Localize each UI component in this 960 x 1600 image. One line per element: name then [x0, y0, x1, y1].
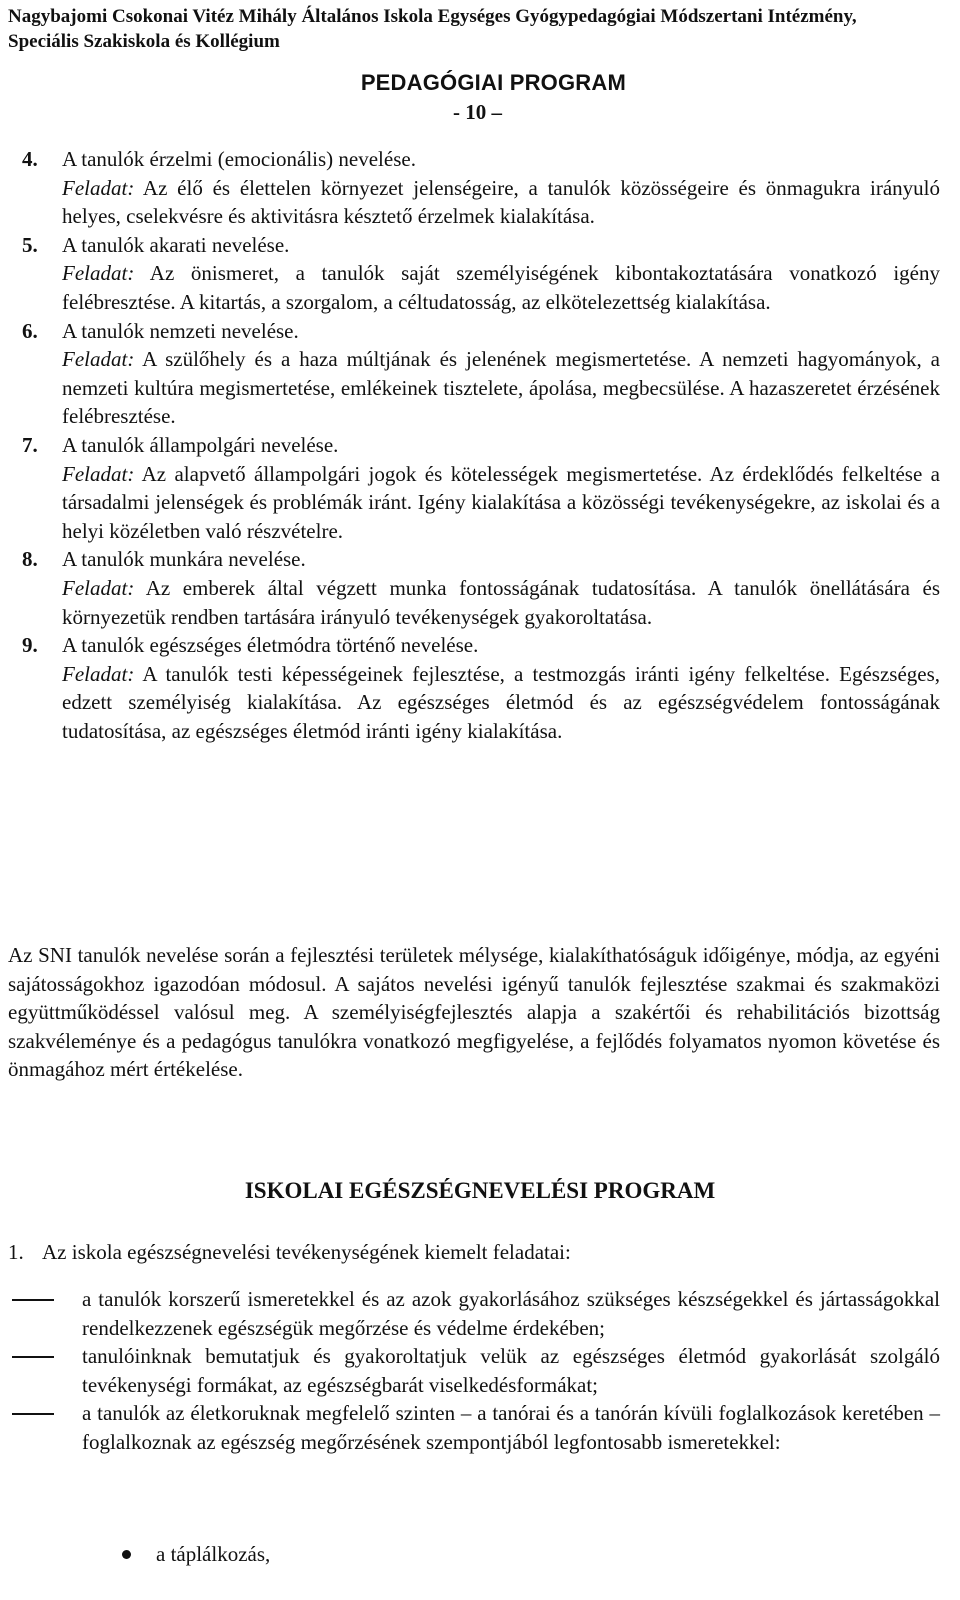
education-item [22, 631, 940, 745]
subsection-heading [8, 1238, 940, 1267]
item-title: A tanulók munkára nevelése. [62, 547, 306, 572]
task-text: Az önismeret, a tanulók saját személyiségének kibontakoztatására vonatkozó igény felébresztése. A kitartás, a szorgalom, a céltudatosság, az elkötelezettség kialakítása. [62, 261, 940, 314]
task-label: Feladat: [62, 575, 135, 600]
task-label: Feladat: [62, 661, 135, 686]
item-number: 6. [22, 318, 38, 343]
item-title: A tanulók állampolgári nevelése. [62, 432, 339, 457]
item-task [62, 460, 940, 546]
item-number: 9. [22, 633, 38, 658]
subsection-number: 1. [8, 1240, 24, 1264]
task-text: A tanulók testi képességeinek fejlesztése, a testmozgás iránti igény felkeltése. Egészséges, edzett személyiség kialakítása. Az egészséges életmód és az egészségvédelem fontosságának tudatosítása, az egészséges életmód iránti igény kialakítása. [62, 661, 941, 743]
dash-item-text: a tanulók korszerű ismeretekkel és az azok gyakorlásához szükséges készségekkel és jártasságokkal rendelkezzenek egészségük megőrzése és védelme érdekében; [82, 1287, 940, 1340]
task-text: A szülőhely és a haza múltjának és jelenének megismertetése. A nemzeti hagyományok, a nemzeti kultúra megismertetése, emlékeinek tisztelete, ápolása, megbecsülése. A hazaszeretet érzésének felébresztése. [62, 347, 940, 429]
sni-paragraph: Az SNI tanulók nevelése során a fejlesztési területek mélysége, kialakíthatóságuk időigénye, módja, az egyéni sajátosságokhoz igazodóan módosul. A sajátos nevelési igényű tanulók fejlesztése szakmai és szakmaközi együttműködéssel valósul meg. A személyiségfejlesztés alapja a szakértői és rehabilitációs bizottság szakvéleménye és a pedagógus tanulókra vonatkozó megfigyelése, a fejlődés folyamatos nyomon követése és önmagához mért értékelése. [8, 943, 940, 1082]
item-task [62, 174, 940, 231]
bullet-item-text: a táplálkozás, [156, 1542, 271, 1566]
task-text: Az alapvető állampolgári jogok és kötelességek megismertetése. Az érdeklődés felkeltése a társadalmi jelenségek és problémák iránt. Igény kialakítása a közösségi tevékenységekre, az iskolai és a helyi közéletben való részvételre. [62, 461, 940, 543]
dash-list [8, 1285, 940, 1457]
dash-list-item [8, 1342, 940, 1399]
education-items-list [22, 145, 940, 745]
dash-list-item [8, 1285, 940, 1342]
education-item [22, 431, 940, 545]
institution-header [8, 4, 948, 54]
education-item [22, 231, 940, 317]
program-title: PEDAGÓGIAI PROGRAM [360, 70, 626, 95]
education-item [22, 145, 940, 231]
bullet-list [116, 1540, 270, 1569]
task-label: Feladat: [62, 347, 135, 372]
dash-item-text: a tanulók az életkoruknak megfelelő szinten – a tanórai és a tanórán kívüli foglalkozások keretében – foglalkoznak az egészség megőrzésének szempontjából legfontosabb ismeretekkel: [82, 1401, 940, 1454]
task-text: Az élő és élettelen környezet jelenségeire, a tanulók közösségeire és önmagukra irányuló helyes, cselekvésre és aktivitásra késztető érzelmek kialakítása. [62, 175, 941, 229]
page-number: - 10 – [453, 100, 502, 124]
bullet-list-item [116, 1540, 270, 1569]
dash-item-text: tanulóinknak bemutatjuk és gyakoroltatjuk velük az egészséges életmód gyakorlását szolgáló tevékenységi formákat, az egészségbarát viselkedésformákat; [82, 1344, 940, 1397]
item-number: 5. [22, 232, 38, 257]
institution-line-1: Nagybajomi Csokonai Vitéz Mihály Általános Iskola Egységes Gyógypedagógiai Módszertani Intézmény, [8, 6, 857, 27]
item-title: A tanulók nemzeti nevelése. [62, 318, 299, 343]
section-title: ISKOLAI EGÉSZSÉGNEVELÉSI PROGRAM [244, 1178, 716, 1203]
item-number: 4. [22, 147, 38, 171]
item-task [62, 259, 940, 316]
item-task [62, 660, 940, 746]
item-title: A tanulók akarati nevelése. [62, 232, 290, 257]
education-item [22, 545, 940, 631]
item-task [62, 345, 940, 431]
task-label: Feladat: [62, 461, 135, 486]
item-number: 8. [22, 547, 38, 572]
bullet-icon [122, 1550, 131, 1559]
institution-line-2: Speciális Szakiskola és Kollégium [8, 31, 280, 52]
item-title: A tanulók egészséges életmódra történő nevelése. [62, 633, 479, 658]
task-text: Az emberek által végzett munka fontosságának tudatosítása. A tanulók önellátására és környezetük rendben tartására irányuló tevékenységek gyakoroltatása. [62, 575, 940, 629]
item-title: A tanulók érzelmi (emocionális) nevelése. [62, 147, 416, 171]
task-label: Feladat: [62, 261, 135, 286]
item-number: 7. [22, 432, 38, 457]
dash-list-item [8, 1399, 940, 1456]
education-item [22, 317, 940, 431]
item-task [62, 574, 940, 631]
task-label: Feladat: [62, 175, 135, 200]
subsection-title: Az iskola egészségnevelési tevékenységének kiemelt feladatai: [42, 1240, 571, 1264]
